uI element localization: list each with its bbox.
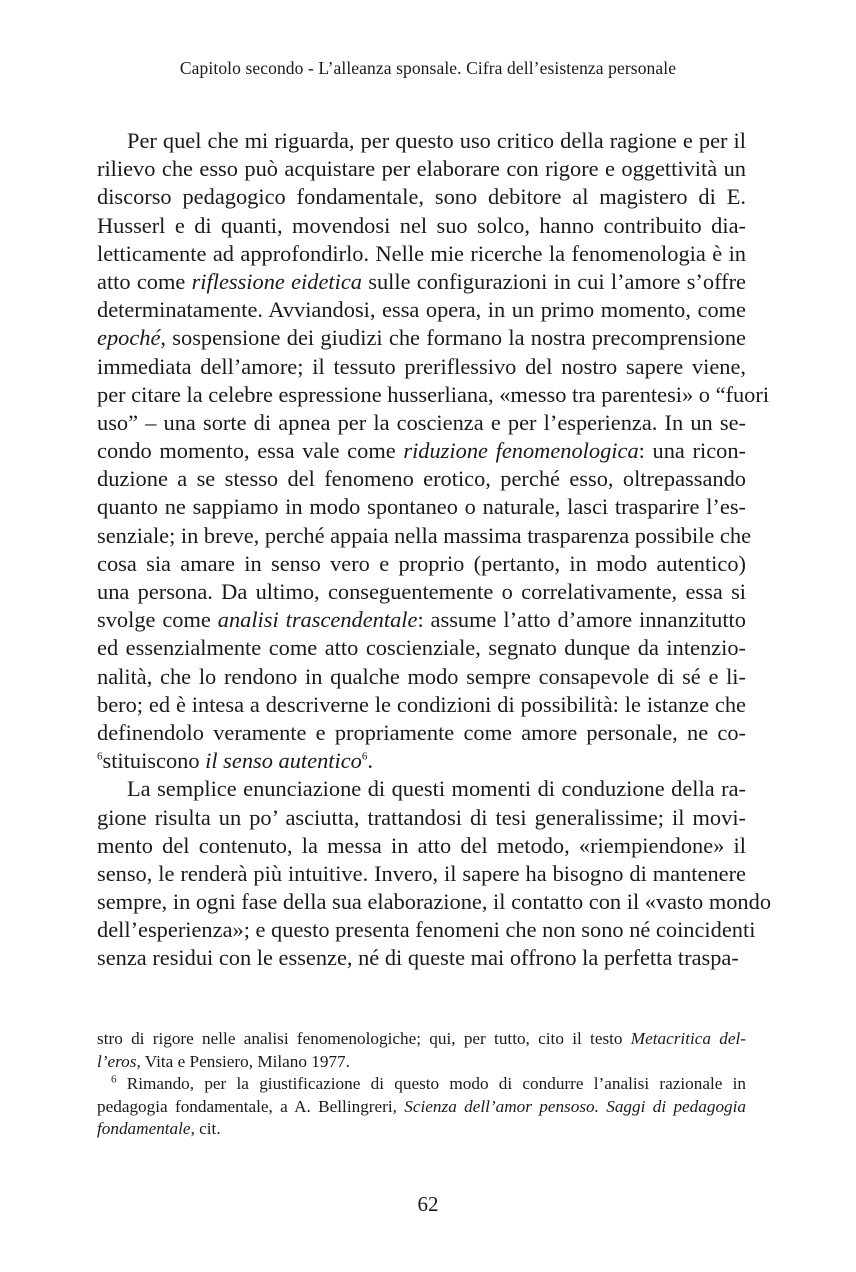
text-run: una persona. Da ultimo, conseguentemente o correlativamente, essa si — [97, 579, 746, 604]
text-run: senziale; in breve, perché appaia nella massima trasparenza possibile che — [97, 522, 752, 548]
text-run: bero; ed è intesa a descriverne le condizioni di possibilità: le istanze che — [97, 691, 746, 717]
running-title: Capitolo secondo - L’alleanza sponsale. Cifra dell’esistenza personale — [179, 58, 677, 78]
text-run: senza residui con le essenze, né di queste mai offrono la perfetta traspa- — [97, 945, 739, 971]
text-line — [97, 155, 746, 183]
footnote-marker: 6 — [361, 750, 368, 763]
text-run: stituiscono — [102, 748, 206, 774]
text-line — [97, 578, 746, 606]
text-line — [97, 465, 746, 493]
footnote-marker: 6 — [111, 1073, 117, 1086]
text-run: cosa sia amare in senso vero e proprio (pertanto, in modo autentico) — [97, 550, 746, 576]
text-line — [97, 634, 746, 662]
text-run: quanto ne sappiamo in modo spontaneo o naturale, lasci trasparire l’es- — [97, 494, 746, 520]
footnote-line — [97, 1073, 746, 1096]
text-line — [97, 296, 746, 324]
italic-text: analisi trascendentale — [217, 607, 418, 633]
text-run: determinatamente. Avviandosi, essa opera, in un primo momento, come — [97, 297, 746, 323]
text-run: : una ricon- — [638, 438, 746, 464]
text-run: nalità, che lo rendono in qualche modo sempre consapevole di sé e li- — [97, 663, 746, 689]
text-run: mento del contenuto, la messa in atto del metodo, «riempiendone» il — [97, 832, 746, 858]
text-line — [97, 324, 746, 352]
text-run: : assume l’atto d’amore innanzitutto — [417, 607, 746, 633]
text-run: svolge come — [97, 607, 218, 633]
text-line — [97, 353, 746, 381]
text-run: ed essenzialmente come atto coscienziale, segnato dunque da intenzio- — [97, 635, 746, 661]
footnotes — [97, 1028, 746, 1141]
text-run: letticamente ad approfondirlo. Nelle mie ricerche la fenomenologia è in — [97, 240, 746, 266]
text-line — [97, 522, 752, 550]
text-run: discorso pedagogico fondamentale, sono debitore al magistero di E. — [97, 184, 746, 210]
text-line — [97, 916, 756, 944]
text-run: Rimando, per la giustificazione di questo modo di condurre l’analisi razionale in — [116, 1074, 746, 1093]
text-run: sulle configurazioni in cui l’amore s’offre — [361, 268, 746, 294]
text-run: , Vita e Pensiero, Milano 1977. — [136, 1051, 350, 1071]
text-line — [97, 606, 746, 634]
main-text — [97, 127, 772, 973]
text-line — [97, 127, 746, 155]
italic-text: il senso autentico — [205, 748, 362, 774]
footnote-marker: 6 — [97, 750, 103, 763]
text-run: , cit. — [190, 1119, 221, 1138]
text-run: immediata dell’amore; il tessuto preriflessivo del nostro sapere viene, — [97, 353, 746, 379]
italic-text: fondamentale — [97, 1119, 191, 1138]
text-run: , sospensione dei giudizi che formano la nostra precomprensione — [160, 325, 746, 351]
footnote-line — [97, 1096, 746, 1119]
text-line — [97, 719, 746, 747]
text-line — [97, 183, 746, 211]
text-line — [97, 775, 746, 803]
text-line — [97, 944, 746, 972]
footnote-line — [97, 1028, 746, 1051]
text-run: rilievo che esso può acquistare per elaborare con rigore e oggettività un — [97, 156, 746, 182]
text-line — [97, 860, 746, 888]
footnote-line — [97, 1051, 746, 1074]
text-line — [97, 804, 746, 832]
text-run: Per quel che mi riguarda, per questo uso critico della ragione e per il — [127, 128, 746, 153]
text-run: atto come — [97, 268, 192, 294]
text-run: per citare la celebre espressione husserliana, «messo tra parentesi» o “fuori — [97, 381, 770, 407]
italic-text: riduzione fenomenologica — [403, 438, 639, 464]
text-run: condo momento, essa vale come — [97, 438, 404, 464]
text-run: senso, le renderà più intuitive. Invero, il sapere ha bisogno di mantenere — [97, 860, 746, 886]
text-line — [97, 832, 746, 860]
text-line — [97, 747, 746, 775]
text-run: . — [367, 748, 373, 774]
text-line — [97, 381, 770, 409]
text-run: dell’esperienza»; e questo presenta fenomeni che non sono né coincidenti — [97, 917, 756, 943]
text-line — [97, 493, 746, 521]
text-run: pedagogia fondamentale, a A. Bellingreri, — [97, 1096, 405, 1116]
text-line — [97, 409, 746, 437]
text-run: duzione a se stesso del fenomeno erotico, perché esso, oltrepassando — [97, 466, 746, 492]
text-line — [97, 691, 746, 719]
text-line — [97, 663, 746, 691]
text-line — [97, 550, 746, 578]
text-line — [97, 268, 746, 296]
running-header — [0, 58, 856, 79]
paragraph-1 — [97, 127, 770, 775]
text-line — [97, 240, 746, 268]
text-line — [97, 888, 772, 916]
text-line — [97, 212, 746, 240]
text-run: gione risulta un po’ asciutta, trattandosi di tesi generalissime; il movi- — [97, 804, 746, 830]
text-run: La semplice enunciazione di questi momenti di conduzione della ra- — [127, 776, 746, 802]
italic-text: epoché — [97, 325, 161, 351]
italic-text: riflessione eidetica — [191, 268, 362, 294]
italic-text: Scienza dell’amor pensoso. Saggi di pedagogia — [404, 1096, 746, 1116]
paragraph-2 — [97, 775, 772, 972]
footnote-line — [97, 1118, 746, 1141]
text-line — [97, 437, 746, 465]
text-run: definendolo veramente e propriamente come amore personale, ne co- — [97, 719, 746, 745]
page-number: 62 — [417, 1192, 439, 1216]
text-run: uso” – una sorte di apnea per la coscienza e per l’esperienza. In un se- — [97, 409, 746, 435]
text-run: stro di rigore nelle analisi fenomenologiche; qui, per tutto, cito il testo — [97, 1029, 631, 1048]
text-run: Husserl e di quanti, movendosi nel suo solco, hanno contribuito dia- — [97, 212, 746, 238]
italic-text: l’eros — [97, 1051, 137, 1071]
italic-text: Metacritica del- — [630, 1029, 746, 1048]
text-run: sempre, in ogni fase della sua elaborazione, il contatto con il «vasto mondo — [97, 889, 772, 915]
